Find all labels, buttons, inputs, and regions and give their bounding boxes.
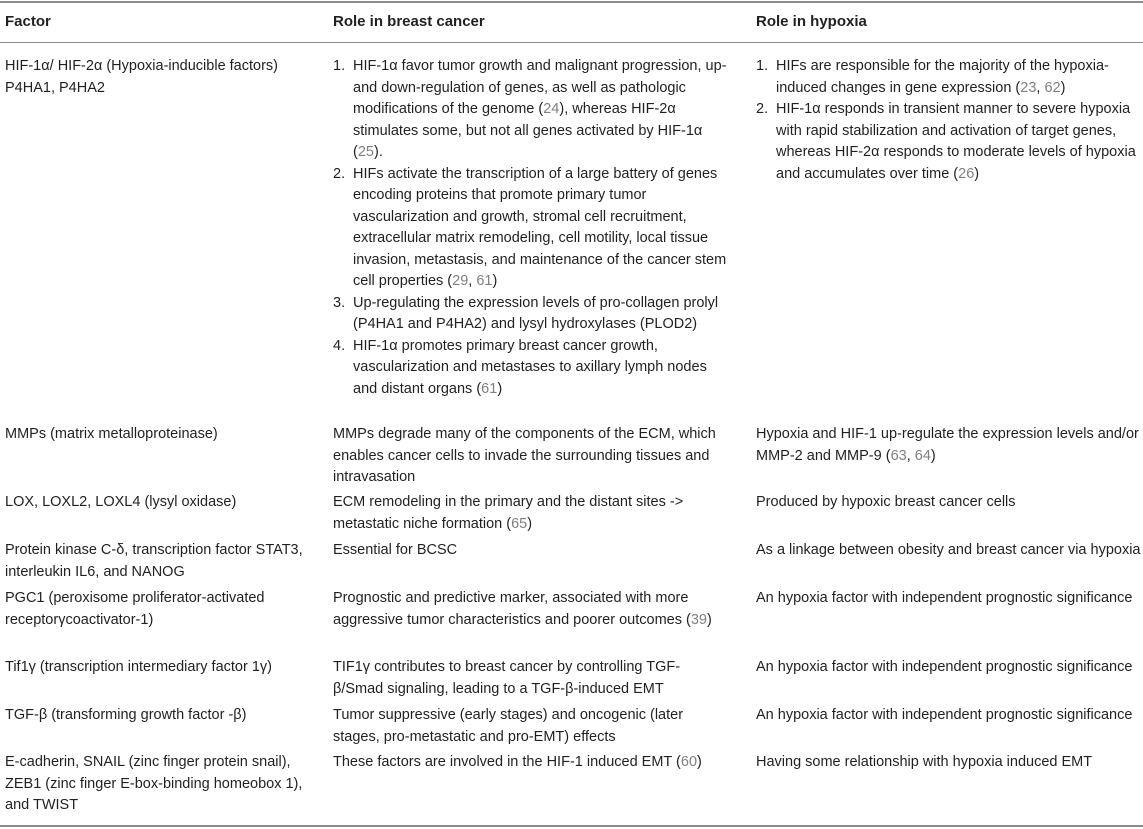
row-mmps-hypoxia-role (756, 424, 1141, 467)
text-segment: ) (697, 754, 702, 770)
text-segment: HIF-1α favor tumor growth and malignant progression, up- and down-regulation of genes, as well as pathologic modifications of the genome ( (353, 58, 727, 117)
text-segment: ECM remodeling in the primary and the distant sites -> metastatic niche formation ( (333, 494, 684, 532)
citation-ref[interactable]: 63 (890, 447, 907, 464)
citation-ref[interactable]: 65 (511, 515, 528, 532)
row-lox-factor: LOX, LOXL2, LOXL4 (lysyl oxidase) (5, 494, 237, 510)
citation-ref[interactable]: 25 (357, 144, 374, 160)
text-segment: ) (492, 273, 498, 289)
text-segment: An hypoxia factor with independent prognostic significance (756, 707, 1133, 723)
text-segment: , (906, 447, 915, 464)
citation-ref[interactable]: 26 (958, 165, 975, 182)
header-rule (0, 42, 1143, 43)
header-role-in-breast-cancer: Role in breast cancer (333, 13, 485, 30)
row-pkc-hypoxia-role (756, 540, 1141, 562)
row-hif-hypoxia-role (756, 56, 1141, 185)
row-hif-cancer-role (333, 56, 728, 400)
text-segment: Produced by hypoxic breast cancer cells (756, 494, 1016, 510)
citation-ref[interactable]: 29 (452, 273, 469, 289)
citation-ref[interactable]: 24 (543, 101, 560, 117)
list-number: 2. (756, 101, 769, 117)
row-tif1-hypoxia-role (756, 657, 1141, 679)
cancer-role-list (333, 56, 728, 400)
row-hif-factor: HIF-1α/ HIF-2α (Hypoxia-inducible factors) P4HA1, P4HA2 (5, 58, 279, 96)
text-segment: These factors are involved in the HIF-1 induced EMT ( (333, 754, 681, 770)
text-segment: , (1036, 79, 1045, 96)
citation-ref[interactable]: 61 (476, 273, 493, 289)
list-item (333, 336, 728, 401)
row-ecadherin-factor: E-cadherin, SNAIL (zinc finger protein snail), ZEB1 (zinc finger E-box-binding homeobox 1), and TWIST (5, 754, 303, 813)
text-segment: ) (497, 380, 503, 397)
list-number: 1. (333, 58, 346, 74)
text-segment: Tumor suppressive (early stages) and oncogenic (later stages, pro-metastatic and pro-EMT) effects (333, 707, 684, 745)
list-number: 3. (333, 294, 346, 311)
citation-ref[interactable]: 61 (481, 380, 498, 397)
header-role-in-hypoxia: Role in hypoxia (756, 13, 867, 30)
list-item (333, 56, 728, 164)
row-pgc1-hypoxia-role (756, 588, 1141, 610)
row-lox-cancer-role (333, 492, 728, 535)
text-segment: ) (527, 515, 533, 532)
row-pkc-factor: Protein kinase C-δ, transcription factor STAT3, interleukin IL6, and NANOG (5, 542, 303, 580)
row-lox-hypoxia-role (756, 492, 1141, 514)
list-item (333, 293, 728, 336)
row-tgfb-hypoxia-role (756, 705, 1141, 727)
row-tif1-cancer-role (333, 657, 728, 700)
row-ecadherin-hypoxia-role (756, 752, 1141, 774)
row-mmps-cancer-role (333, 424, 728, 489)
list-item (333, 164, 728, 293)
table-bottom-rule (0, 825, 1143, 827)
citation-ref[interactable]: 60 (680, 754, 698, 770)
table-top-rule (0, 1, 1143, 3)
row-tgfb-factor: TGF-β (transforming growth factor -β) (5, 707, 247, 723)
citation-ref[interactable]: 62 (1044, 79, 1061, 96)
row-mmps-factor: MMPs (matrix metalloproteinase) (5, 426, 218, 442)
text-segment: ) (1060, 79, 1066, 96)
row-ecadherin-cancer-role (333, 752, 728, 774)
header-factor: Factor (5, 13, 51, 30)
text-segment: TIF1γ contributes to breast cancer by controlling TGF-β/Smad signaling, leading to a TGF-β-induced EMT (333, 659, 681, 697)
hypoxia-role-list (756, 56, 1141, 185)
list-number: 1. (756, 58, 769, 74)
list-number: 4. (333, 337, 346, 354)
text-segment: ) (930, 447, 936, 464)
text-segment: ) (974, 165, 980, 182)
text-segment: ), whereas HIF-2α stimulates some, but not all genes activated by HIF-1α ( (353, 101, 703, 160)
text-segment: An hypoxia factor with independent prognostic significance (756, 590, 1133, 606)
citation-ref[interactable]: 23 (1020, 79, 1037, 96)
text-segment: Having some relationship with hypoxia induced EMT (756, 754, 1093, 770)
text-segment: Hypoxia and HIF-1 up-regulate the expression levels and/or MMP-2 and MMP-9 ( (756, 426, 1139, 464)
text-segment: MMPs degrade many of the components of the ECM, which enables cancer cells to invade the surrounding tissues and intravasation (333, 426, 716, 485)
row-tif1-factor: Tif1γ (transcription intermediary factor 1γ) (5, 659, 272, 675)
text-segment: , (468, 273, 477, 289)
row-pgc1-factor: PGC1 (peroxisome proliferator-activated receptorγcoactivator-1) (5, 590, 265, 628)
citation-ref[interactable]: 64 (914, 447, 931, 464)
list-item (756, 99, 1141, 185)
text-segment: An hypoxia factor with independent prognostic significance (756, 659, 1133, 675)
text-segment: HIFs activate the transcription of a large battery of genes encoding proteins that promote primary tumor vascularization and growth, stromal cell recruitment, extracellular matrix remodeling, cell motility, local tissue invasion, metastasis, and maintenance of the cancer stem cell properties ( (353, 165, 727, 289)
row-tgfb-cancer-role (333, 705, 728, 748)
list-number: 2. (333, 165, 346, 182)
text-segment: HIF-1α promotes primary breast cancer growth, vascularization and metastases to axillary lymph nodes and distant organs ( (353, 337, 707, 397)
text-segment: Prognostic and predictive marker, associated with more aggressive tumor characteristics and poorer outcomes ( (333, 590, 691, 628)
text-segment: HIFs are responsible for the majority of the hypoxia-induced changes in gene expression ( (776, 58, 1109, 96)
text-segment: As a linkage between obesity and breast cancer via hypoxia (756, 542, 1141, 558)
row-pkc-cancer-role (333, 540, 728, 562)
text-segment: ). (373, 144, 383, 160)
citation-ref[interactable]: 39 (690, 611, 707, 628)
text-segment: Up-regulating the expression levels of pro-collagen prolyl (P4HA1 and P4HA2) and lysyl hydroxylases (PLOD2) (353, 294, 719, 332)
text-segment: HIF-1α responds in transient manner to severe hypoxia with rapid stabilization and activation of target genes, whereas HIF-2α responds to moderate levels of hypoxia and accumulates over time ( (776, 101, 1136, 182)
text-segment: Essential for BCSC (333, 542, 458, 558)
row-pgc1-cancer-role (333, 588, 728, 631)
text-segment: ) (706, 611, 712, 628)
list-item (756, 56, 1141, 99)
